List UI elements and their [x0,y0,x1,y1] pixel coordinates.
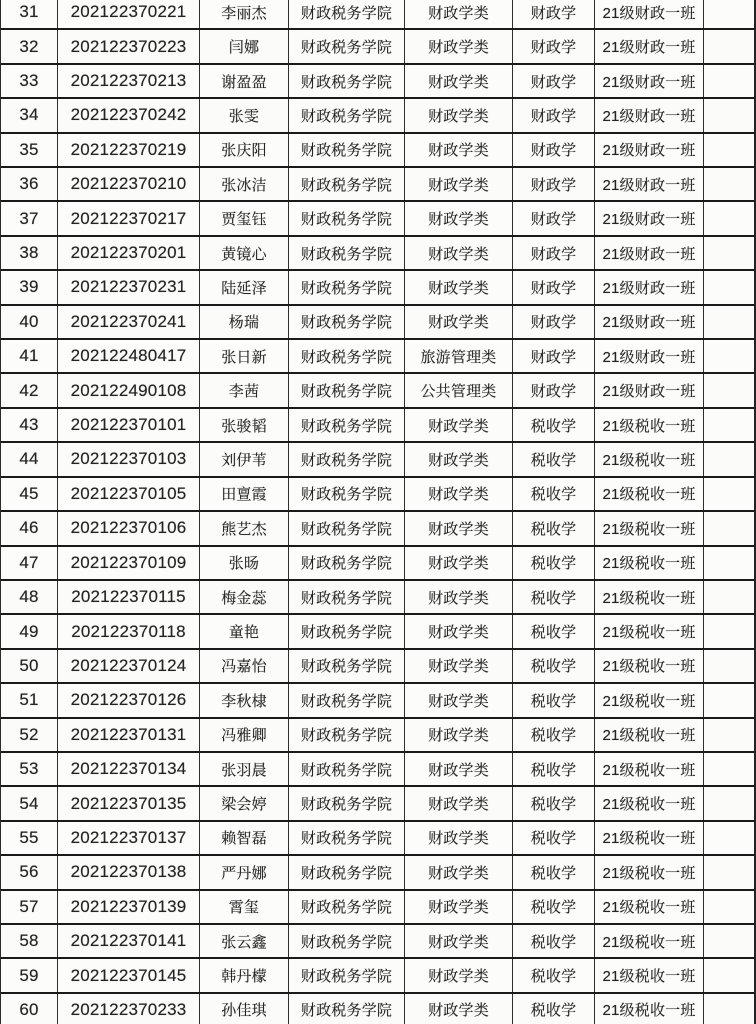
student-id-cell: 202122370145 [58,959,200,991]
college-cell: 财政税务学院 [289,30,405,62]
category-cell: 财政学类 [405,650,513,682]
class-cell: 21级财政一班 [595,99,704,131]
student-id-cell: 202122370231 [58,271,200,303]
note-cell [704,374,754,406]
table-row [1,271,754,305]
class-cell: 21级税收一班 [595,409,704,441]
major-cell: 财政学 [513,0,595,28]
student-name-cell: 张旸 [200,547,289,579]
note-cell [704,925,754,957]
class-cell: 21级税收一班 [595,684,704,716]
class-cell: 21级税收一班 [595,615,704,647]
class-cell: 21级税收一班 [595,443,704,475]
table-row [1,478,754,512]
student-name-cell: 李茜 [200,374,289,406]
college-cell: 财政税务学院 [289,443,405,475]
table-row [1,856,754,890]
class-cell: 21级税收一班 [595,753,704,785]
category-cell: 财政学类 [405,822,513,854]
category-cell: 财政学类 [405,306,513,338]
college-cell: 财政税务学院 [289,753,405,785]
note-cell [704,30,754,62]
category-cell: 财政学类 [405,684,513,716]
note-cell [704,306,754,338]
row-number-cell: 53 [1,753,58,785]
college-cell: 财政税务学院 [289,168,405,200]
major-cell: 税收学 [513,615,595,647]
category-cell: 财政学类 [405,994,513,1024]
table-row [1,99,754,133]
college-cell: 财政税务学院 [289,0,405,28]
student-name-cell: 冯雅卿 [200,719,289,751]
student-name-cell: 张云鑫 [200,925,289,957]
class-cell: 21级财政一班 [595,237,704,269]
class-cell: 21级税收一班 [595,650,704,682]
student-id-cell: 202122370131 [58,719,200,751]
table-row [1,994,754,1024]
table-row [1,615,754,649]
student-name-cell: 严丹娜 [200,856,289,888]
note-cell [704,891,754,923]
major-cell: 财政学 [513,65,595,97]
class-cell: 21级税收一班 [595,478,704,510]
major-cell: 税收学 [513,994,595,1024]
table-row [1,547,754,581]
row-number-cell: 59 [1,959,58,991]
class-cell: 21级财政一班 [595,271,704,303]
student-name-cell: 张日新 [200,340,289,372]
row-number-cell: 60 [1,994,58,1024]
student-id-cell: 202122370233 [58,994,200,1024]
student-id-cell: 202122370223 [58,30,200,62]
college-cell: 财政税务学院 [289,891,405,923]
class-cell: 21级税收一班 [595,787,704,819]
row-number-cell: 47 [1,547,58,579]
student-id-cell: 202122370101 [58,409,200,441]
major-cell: 税收学 [513,650,595,682]
major-cell: 财政学 [513,340,595,372]
major-cell: 财政学 [513,30,595,62]
category-cell: 财政学类 [405,891,513,923]
class-cell: 21级税收一班 [595,581,704,613]
class-cell: 21级财政一班 [595,340,704,372]
table-row [1,306,754,340]
student-id-cell: 202122370241 [58,306,200,338]
note-cell [704,856,754,888]
category-cell: 财政学类 [405,547,513,579]
row-number-cell: 31 [1,0,58,28]
row-number-cell: 44 [1,443,58,475]
student-name-cell: 张羽晨 [200,753,289,785]
table-row [1,787,754,821]
table-row [1,925,754,959]
table-row [1,822,754,856]
class-cell: 21级税收一班 [595,959,704,991]
student-id-cell: 202122370115 [58,581,200,613]
college-cell: 财政税务学院 [289,202,405,234]
student-name-cell: 张庆阳 [200,134,289,166]
college-cell: 财政税务学院 [289,684,405,716]
category-cell: 财政学类 [405,271,513,303]
category-cell: 财政学类 [405,719,513,751]
table-row [1,409,754,443]
college-cell: 财政税务学院 [289,271,405,303]
major-cell: 税收学 [513,684,595,716]
row-number-cell: 38 [1,237,58,269]
table-row [1,959,754,993]
class-cell: 21级税收一班 [595,512,704,544]
college-cell: 财政税务学院 [289,581,405,613]
note-cell [704,65,754,97]
student-id-cell: 202122490108 [58,374,200,406]
student-name-cell: 梅金蕊 [200,581,289,613]
table-row [1,753,754,787]
class-cell: 21级税收一班 [595,891,704,923]
college-cell: 财政税务学院 [289,65,405,97]
category-cell: 财政学类 [405,478,513,510]
student-id-cell: 202122370124 [58,650,200,682]
category-cell: 财政学类 [405,856,513,888]
class-cell: 21级财政一班 [595,134,704,166]
row-number-cell: 41 [1,340,58,372]
note-cell [704,615,754,647]
student-id-cell: 202122370141 [58,925,200,957]
student-name-cell: 熊艺杰 [200,512,289,544]
student-id-cell: 202122370217 [58,202,200,234]
class-cell: 21级财政一班 [595,374,704,406]
college-cell: 财政税务学院 [289,134,405,166]
college-cell: 财政税务学院 [289,237,405,269]
student-name-cell: 黄镜心 [200,237,289,269]
note-cell [704,512,754,544]
class-cell: 21级财政一班 [595,168,704,200]
category-cell: 财政学类 [405,202,513,234]
note-cell [704,959,754,991]
row-number-cell: 49 [1,615,58,647]
college-cell: 财政税务学院 [289,99,405,131]
college-cell: 财政税务学院 [289,959,405,991]
student-id-cell: 202122370242 [58,99,200,131]
student-id-cell: 202122370118 [58,615,200,647]
college-cell: 财政税务学院 [289,856,405,888]
category-cell: 财政学类 [405,443,513,475]
note-cell [704,478,754,510]
major-cell: 财政学 [513,168,595,200]
row-number-cell: 58 [1,925,58,957]
row-number-cell: 46 [1,512,58,544]
row-number-cell: 34 [1,99,58,131]
category-cell: 财政学类 [405,512,513,544]
note-cell [704,0,754,28]
row-number-cell: 36 [1,168,58,200]
class-cell: 21级税收一班 [595,822,704,854]
student-name-cell: 李秋棣 [200,684,289,716]
student-id-cell: 202122370221 [58,0,200,28]
college-cell: 财政税务学院 [289,822,405,854]
table-row [1,0,754,30]
note-cell [704,443,754,475]
college-cell: 财政税务学院 [289,512,405,544]
major-cell: 税收学 [513,478,595,510]
note-cell [704,409,754,441]
class-cell: 21级税收一班 [595,719,704,751]
major-cell: 财政学 [513,99,595,131]
major-cell: 财政学 [513,202,595,234]
student-id-cell: 202122370134 [58,753,200,785]
major-cell: 财政学 [513,134,595,166]
college-cell: 财政税务学院 [289,925,405,957]
table-row [1,581,754,615]
student-name-cell: 张冰洁 [200,168,289,200]
major-cell: 税收学 [513,822,595,854]
category-cell: 财政学类 [405,753,513,785]
note-cell [704,547,754,579]
note-cell [704,134,754,166]
class-cell: 21级税收一班 [595,925,704,957]
class-cell: 21级财政一班 [595,202,704,234]
college-cell: 财政税务学院 [289,306,405,338]
row-number-cell: 32 [1,30,58,62]
category-cell: 财政学类 [405,409,513,441]
student-id-cell: 202122370105 [58,478,200,510]
row-number-cell: 55 [1,822,58,854]
row-number-cell: 57 [1,891,58,923]
table-row [1,134,754,168]
major-cell: 税收学 [513,925,595,957]
student-id-cell: 202122370106 [58,512,200,544]
note-cell [704,684,754,716]
student-name-cell: 贾玺钰 [200,202,289,234]
class-cell: 21级税收一班 [595,994,704,1024]
college-cell: 财政税务学院 [289,547,405,579]
major-cell: 税收学 [513,443,595,475]
major-cell: 税收学 [513,409,595,441]
class-cell: 21级税收一班 [595,547,704,579]
student-id-cell: 202122370138 [58,856,200,888]
row-number-cell: 54 [1,787,58,819]
note-cell [704,994,754,1024]
student-name-cell: 童艳 [200,615,289,647]
student-name-cell: 冯嘉怡 [200,650,289,682]
student-name-cell: 田亶霞 [200,478,289,510]
table-row [1,512,754,546]
class-cell: 21级税收一班 [595,856,704,888]
student-name-cell: 孙佳琪 [200,994,289,1024]
major-cell: 财政学 [513,306,595,338]
major-cell: 税收学 [513,753,595,785]
category-cell: 财政学类 [405,134,513,166]
major-cell: 税收学 [513,547,595,579]
college-cell: 财政税务学院 [289,374,405,406]
college-cell: 财政税务学院 [289,615,405,647]
class-cell: 21级财政一班 [595,65,704,97]
college-cell: 财政税务学院 [289,650,405,682]
note-cell [704,340,754,372]
category-cell: 公共管理类 [405,374,513,406]
row-number-cell: 35 [1,134,58,166]
major-cell: 财政学 [513,237,595,269]
student-name-cell: 杨瑞 [200,306,289,338]
row-number-cell: 56 [1,856,58,888]
student-id-cell: 202122480417 [58,340,200,372]
note-cell [704,237,754,269]
category-cell: 财政学类 [405,787,513,819]
note-cell [704,787,754,819]
category-cell: 财政学类 [405,30,513,62]
table-row [1,443,754,477]
class-cell: 21级财政一班 [595,30,704,62]
note-cell [704,822,754,854]
student-id-cell: 202122370135 [58,787,200,819]
table-row [1,237,754,271]
row-number-cell: 45 [1,478,58,510]
note-cell [704,719,754,751]
table-row [1,650,754,684]
student-name-cell: 梁会婷 [200,787,289,819]
major-cell: 税收学 [513,719,595,751]
table-row [1,65,754,99]
category-cell: 财政学类 [405,925,513,957]
major-cell: 财政学 [513,374,595,406]
category-cell: 旅游管理类 [405,340,513,372]
row-number-cell: 52 [1,719,58,751]
row-number-cell: 51 [1,684,58,716]
class-cell: 21级财政一班 [595,0,704,28]
category-cell: 财政学类 [405,65,513,97]
category-cell: 财政学类 [405,237,513,269]
student-id-cell: 202122370126 [58,684,200,716]
student-name-cell: 霄玺 [200,891,289,923]
row-number-cell: 48 [1,581,58,613]
major-cell: 财政学 [513,271,595,303]
category-cell: 财政学类 [405,615,513,647]
major-cell: 税收学 [513,891,595,923]
student-id-cell: 202122370137 [58,822,200,854]
table-row [1,891,754,925]
college-cell: 财政税务学院 [289,787,405,819]
student-name-cell: 赖智磊 [200,822,289,854]
table-row [1,168,754,202]
student-name-cell: 陆延泽 [200,271,289,303]
note-cell [704,202,754,234]
student-id-cell: 202122370219 [58,134,200,166]
category-cell: 财政学类 [405,581,513,613]
student-name-cell: 张骏韬 [200,409,289,441]
row-number-cell: 42 [1,374,58,406]
class-cell: 21级财政一班 [595,306,704,338]
table-row [1,684,754,718]
row-number-cell: 37 [1,202,58,234]
major-cell: 税收学 [513,581,595,613]
student-name-cell: 韩丹檬 [200,959,289,991]
student-name-cell: 刘伊苇 [200,443,289,475]
student-name-cell: 谢盈盈 [200,65,289,97]
category-cell: 财政学类 [405,168,513,200]
note-cell [704,168,754,200]
student-id-cell: 202122370201 [58,237,200,269]
student-id-cell: 202122370109 [58,547,200,579]
major-cell: 税收学 [513,959,595,991]
row-number-cell: 43 [1,409,58,441]
major-cell: 税收学 [513,512,595,544]
note-cell [704,753,754,785]
student-id-cell: 202122370103 [58,443,200,475]
college-cell: 财政税务学院 [289,409,405,441]
college-cell: 财政税务学院 [289,478,405,510]
student-id-cell: 202122370210 [58,168,200,200]
row-number-cell: 39 [1,271,58,303]
college-cell: 财政税务学院 [289,719,405,751]
category-cell: 财政学类 [405,959,513,991]
row-number-cell: 50 [1,650,58,682]
student-id-cell: 202122370213 [58,65,200,97]
category-cell: 财政学类 [405,99,513,131]
major-cell: 税收学 [513,856,595,888]
table-row [1,30,754,64]
student-name-cell: 李丽杰 [200,0,289,28]
student-name-cell: 张雯 [200,99,289,131]
note-cell [704,650,754,682]
student-id-cell: 202122370139 [58,891,200,923]
note-cell [704,271,754,303]
note-cell [704,581,754,613]
note-cell [704,99,754,131]
student-name-cell: 闫娜 [200,30,289,62]
row-number-cell: 33 [1,65,58,97]
major-cell: 税收学 [513,787,595,819]
table-row [1,202,754,236]
category-cell: 财政学类 [405,0,513,28]
table-row [1,719,754,753]
table-row [1,374,754,408]
college-cell: 财政税务学院 [289,994,405,1024]
row-number-cell: 40 [1,306,58,338]
table-row [1,340,754,374]
college-cell: 财政税务学院 [289,340,405,372]
